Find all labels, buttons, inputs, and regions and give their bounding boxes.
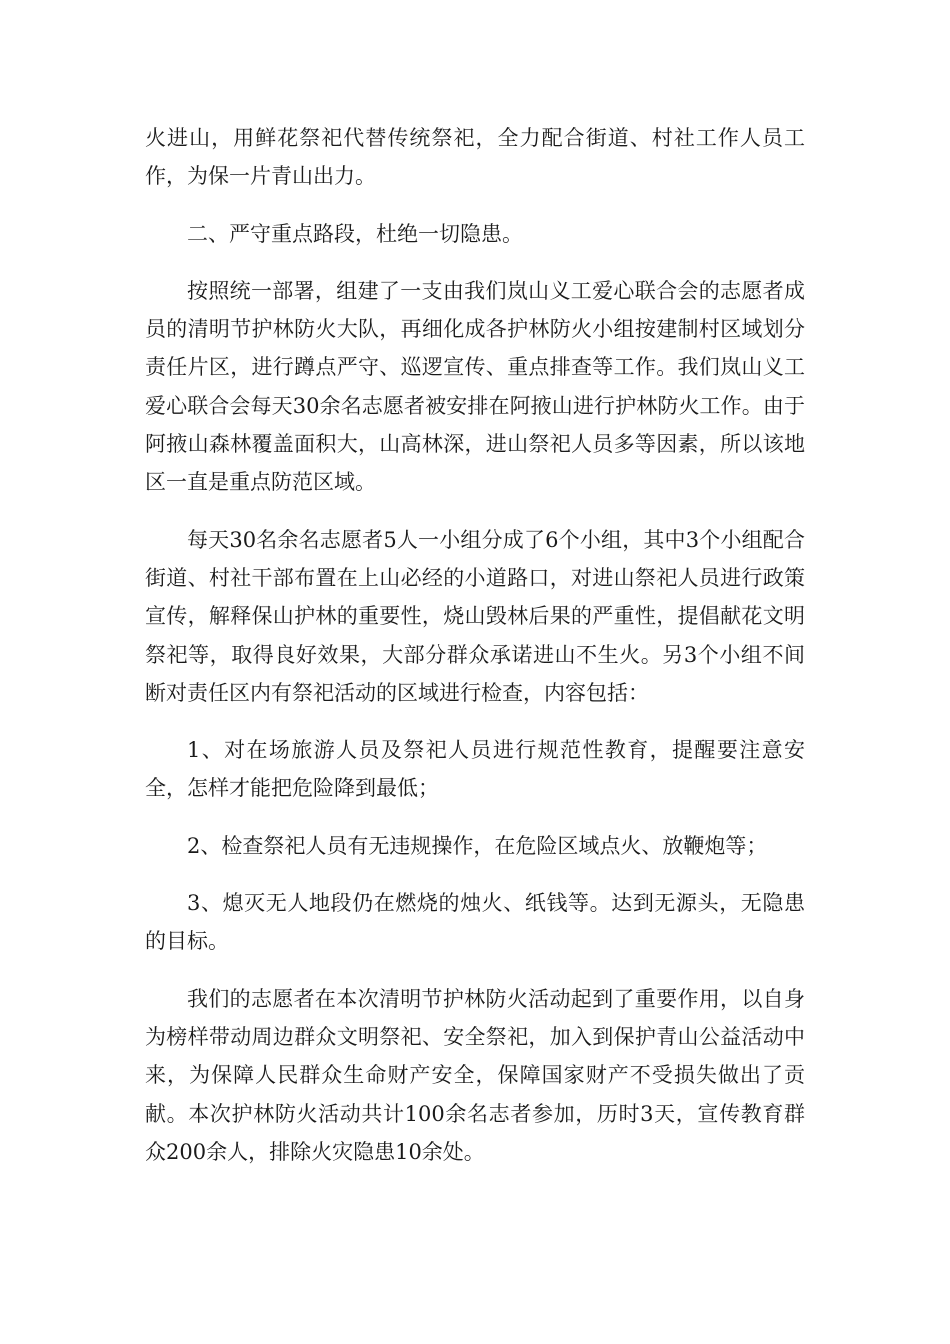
list-item-3: 3、熄灭无人地段仍在燃烧的烛火、纸钱等。达到无源头，无隐患的目标。 [145,891,805,954]
list-item-1: 1、对在场旅游人员及祭祀人员进行规范性教育，提醒要注意安全，怎样才能把危险降到最低； [145,738,805,801]
list-item-2: 2、检查祭祀人员有无违规操作，在危险区域点火、放鞭炮等； [187,833,768,858]
paragraph-groups: 每天30名余名志愿者5人一小组分成了6个小组，其中3个小组配合街道、村社干部布置在上山必经的小道路口，对进山祭祀人员进行政策宣传，解释保山护林的重要性，烧山毁林后果的严重性，提倡献花文明祭祀等，取得良好效果，大部分群众承诺进山不生火。另3个小组不间断对责任区内有祭祀活动的区域进行检查，内容包括： [145,527,805,705]
paragraph-continuation: 火进山，用鲜花祭祀代替传统祭祀，全力配合街道、村社工作人员工作，为保一片青山出力。 [145,126,805,189]
section-heading: 二、严守重点路段，杜绝一切隐患。 [187,221,523,246]
document-body [145,119,805,1171]
paragraph-deployment: 按照统一部署，组建了一支由我们岚山义工爱心联合会的志愿者成员的清明节护林防火大队，再细化成各护林防火小组按建制村区域划分责任片区，进行蹲点严守、巡逻宣传、重点排查等工作。我们岚山义工爱心联合会每天30余名志愿者被安排在阿掖山进行护林防火工作。由于阿掖山森林覆盖面积大，山高林深，进山祭祀人员多等因素，所以该地区一直是重点防范区域。 [145,278,805,495]
paragraph-summary: 我们的志愿者在本次清明节护林防火活动起到了重要作用，以自身为榜样带动周边群众文明祭祀、安全祭祀，加入到保护青山公益活动中来，为保障人民群众生命财产安全，保障国家财产不受损失做出了贡献。本次护林防火活动共计100余名志者参加，历时3天，宣传教育群众200余人，排除火灾隐患10余处。 [145,986,805,1164]
